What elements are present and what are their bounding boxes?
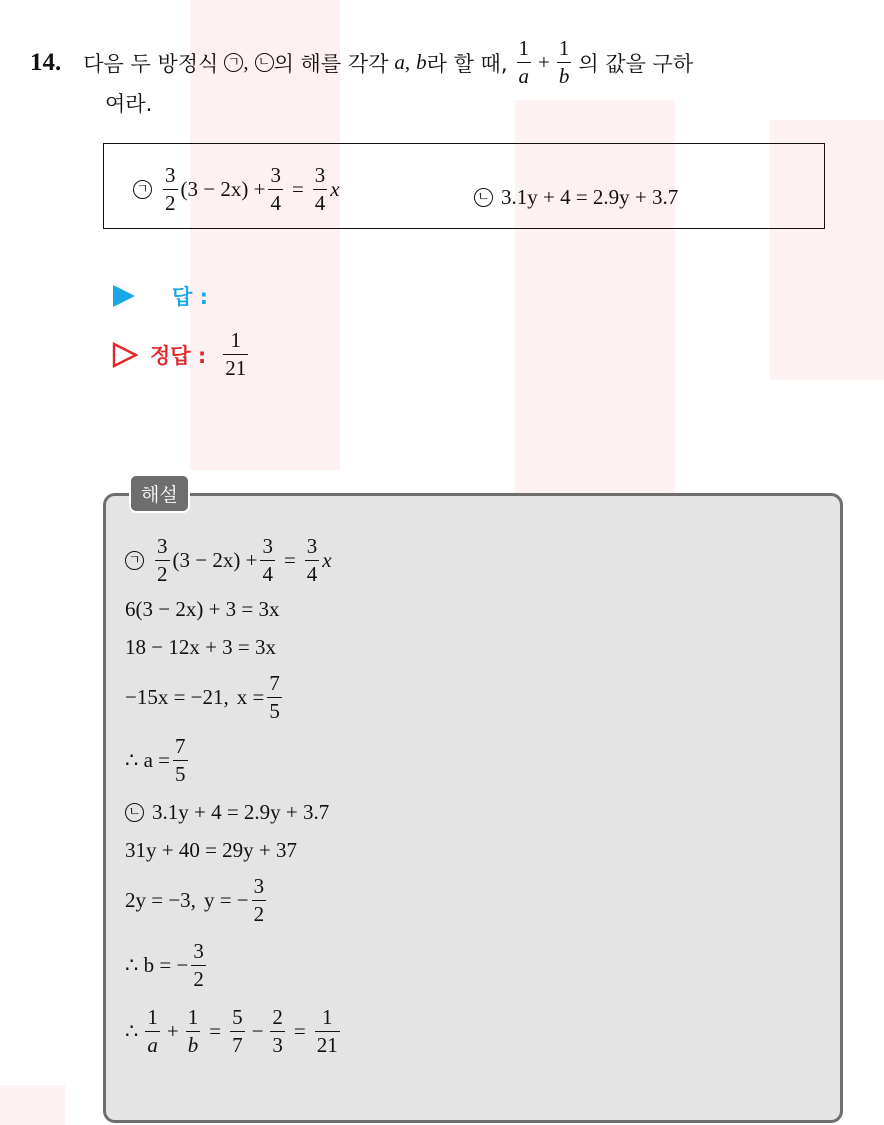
correct-answer-label: 정답 :: [150, 343, 207, 368]
var-x: x: [322, 547, 332, 572]
answer-fraction: $\frac{1}{21}$: [225, 328, 247, 380]
solution-step-7: 2y = −3, y = − $\frac{3}{2}$: [125, 873, 265, 926]
question-line-1: 14. 다음 두 방정식 ㄱ , ㄴ 의 해를 각각 a , b 라 할 때, $\frac{1}{a}$ + $\frac{1}{b}$ 의 값을 구하: [30, 36, 694, 88]
outline-triangle-icon: [112, 342, 138, 368]
solution-final: ∴ $\frac{1}{a}$ + $\frac{1}{b}$ = $\frac{5}{7}$ − $\frac{2}{3}$ = $\frac{1}{21}$: [125, 1004, 338, 1057]
fraction: $\frac{3}{4}$: [262, 533, 273, 586]
solution-step-2: 18 − 12x + 3 = 3x: [125, 634, 277, 659]
fraction: $\frac{3}{2}$: [165, 163, 176, 215]
solution-step-1: 6(3 − 2x) + 3 = 3x: [125, 596, 280, 621]
circle-label-2: ㄴ: [255, 53, 274, 72]
fraction: $\frac{1}{21}$: [316, 1004, 338, 1057]
background-block: [0, 1085, 65, 1125]
fraction: $\frac{3}{4}$: [270, 163, 281, 215]
circle-label-2: ㄴ: [125, 803, 144, 822]
question-text-end: 의 값을 구하: [578, 51, 694, 76]
fraction: $\frac{3}{4}$: [314, 163, 326, 215]
solution-tag: 해설: [129, 474, 190, 513]
fraction: $\frac{5}{7}$: [232, 1004, 243, 1057]
solution-content: [125, 530, 343, 1064]
equals-sign: =: [283, 547, 296, 572]
plus-sign: +: [538, 50, 550, 74]
fraction: $\frac{1}{a}$: [147, 1004, 158, 1057]
equation-part: (3 − 2x) +: [180, 177, 266, 201]
equation-2: [474, 185, 678, 210]
question-number: 14.: [30, 48, 62, 76]
circle-label-2: ㄴ: [474, 188, 493, 207]
circle-label-1: ㄱ: [133, 180, 152, 199]
fraction: $\frac{7}{5}$: [175, 733, 186, 786]
fraction-1-over-b: $\frac{1}{b}$: [558, 36, 570, 88]
circle-label-1: ㄱ: [224, 53, 243, 72]
question-text-mid: 의 해를 각각: [273, 51, 389, 76]
answer-label: 답 :: [172, 285, 208, 309]
var-a: a: [394, 50, 405, 74]
fraction: $\frac{3}{4}$: [306, 533, 318, 586]
fraction: $\frac{2}{3}$: [272, 1004, 283, 1057]
equation-part: (3 − 2x) +: [172, 547, 258, 572]
solution-step-4: ∴ a = $\frac{7}{5}$: [125, 733, 186, 786]
question-line-2: 여라.: [105, 92, 153, 116]
solution-step-8: ∴ b = − $\frac{3}{2}$: [125, 938, 204, 991]
equals-sign: =: [291, 177, 304, 201]
fraction: $\frac{3}{2}$: [253, 873, 265, 926]
fraction: $\frac{3}{2}$: [157, 533, 168, 586]
equation-1: [133, 165, 340, 214]
circle-label-1: ㄱ: [125, 551, 144, 570]
solution-step-6: 31y + 40 = 29y + 37: [125, 837, 298, 862]
question-text-mid2: 라 할 때,: [426, 51, 508, 76]
answer-row: [112, 281, 208, 311]
fraction-1-over-a: $\frac{1}{a}$: [518, 36, 529, 88]
correct-answer-row: [112, 330, 251, 379]
solution-step-0: [125, 530, 343, 590]
solution-step-5: ㄴ 3.1y + 4 = 2.9y + 3.7: [125, 792, 343, 832]
fraction: $\frac{3}{2}$: [193, 938, 204, 991]
var-x: x: [330, 177, 340, 201]
question-text-start: 다음 두 방정식: [83, 51, 219, 76]
equation-2-text: 3.1y + 4 = 2.9y + 3.7: [501, 185, 679, 209]
play-triangle-icon: [112, 284, 136, 308]
fraction: $\frac{1}{b}$: [187, 1004, 199, 1057]
fraction: $\frac{7}{5}$: [269, 670, 280, 723]
var-b: b: [416, 50, 427, 74]
solution-step-3: −15x = −21, x = $\frac{7}{5}$: [125, 670, 280, 723]
